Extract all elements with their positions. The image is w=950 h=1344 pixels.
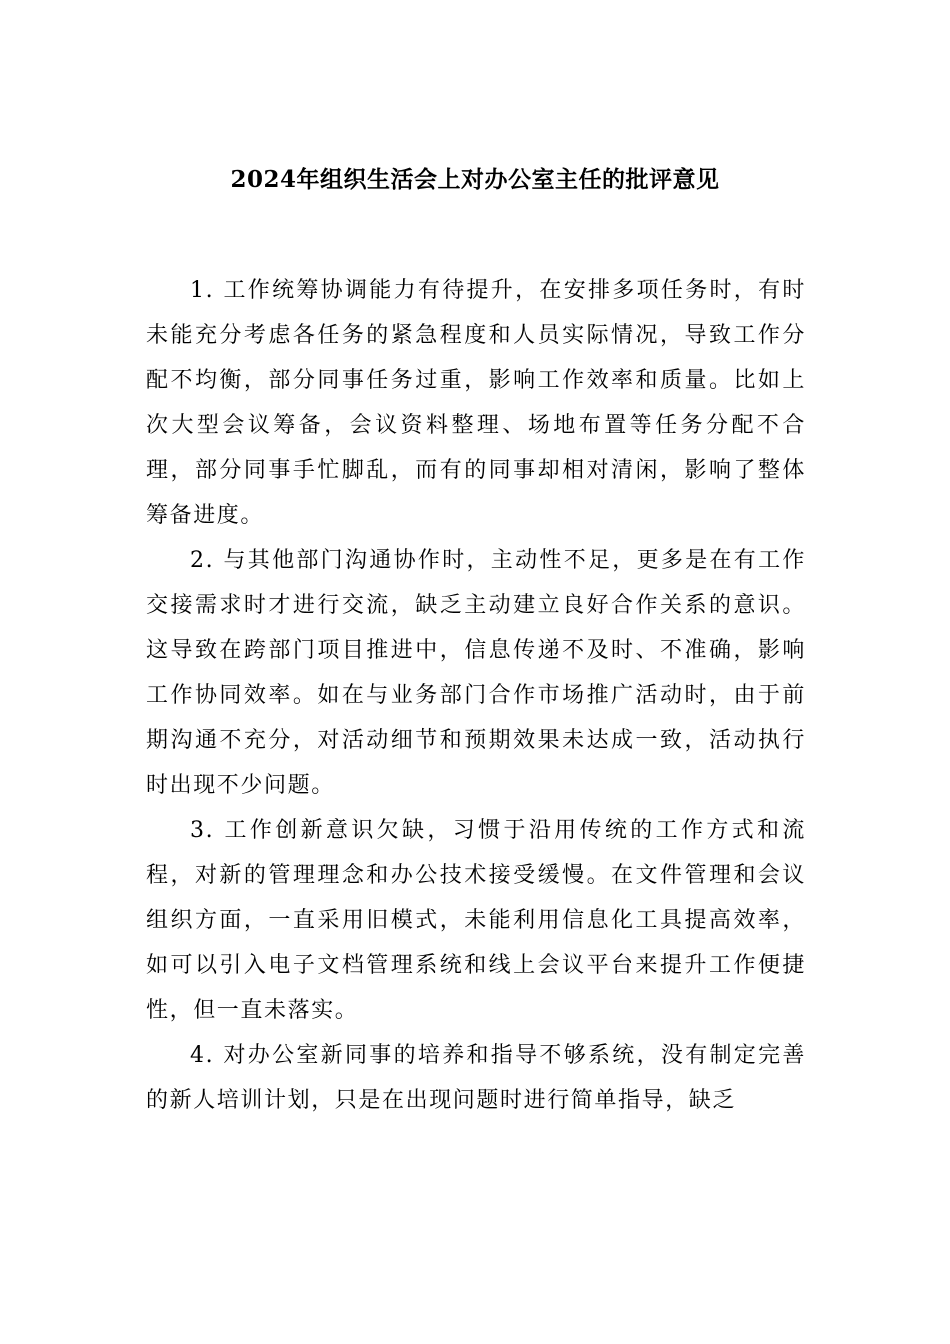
paragraph-2: 2. 与其他部门沟通协作时，主动性不足，更多是在有工作交接需求时才进行交流，缺乏主动建立良好合作关系的意识。这导致在跨部门项目推进中，信息传递不及时、不准确，影响工作协同效率。如在与业务部门合作市场推广活动时，由于前期沟通不充分，对活动细节和预期效果未达成一致，活动执行时出现不少问题。 xyxy=(146,548,806,798)
document-title: 2024年组织生活会上对办公室主任的批评意见 xyxy=(230,166,720,193)
paragraph-1: 1. 工作统筹协调能力有待提升，在安排多项任务时，有时未能充分考虑各任务的紧急程度和人员实际情况，导致工作分配不均衡，部分同事任务过重，影响工作效率和质量。比如上次大型会议筹备，会议资料整理、场地布置等任务分配不合理，部分同事手忙脚乱，而有的同事却相对清闲，影响了整体筹备进度。 xyxy=(146,278,806,528)
paragraph-3: 3. 工作创新意识欠缺，习惯于沿用传统的工作方式和流程，对新的管理理念和办公技术接受缓慢。在文件管理和会议组织方面，一直采用旧模式，未能利用信息化工具提高效率，如可以引入电子文档管理系统和线上会议平台来提升工作便捷性，但一直未落实。 xyxy=(146,818,806,1023)
document-body xyxy=(146,268,806,1123)
paragraph-4: 4. 对办公室新同事的培养和指导不够系统，没有制定完善的新人培训计划，只是在出现问题时进行简单指导，缺乏 xyxy=(146,1043,806,1113)
